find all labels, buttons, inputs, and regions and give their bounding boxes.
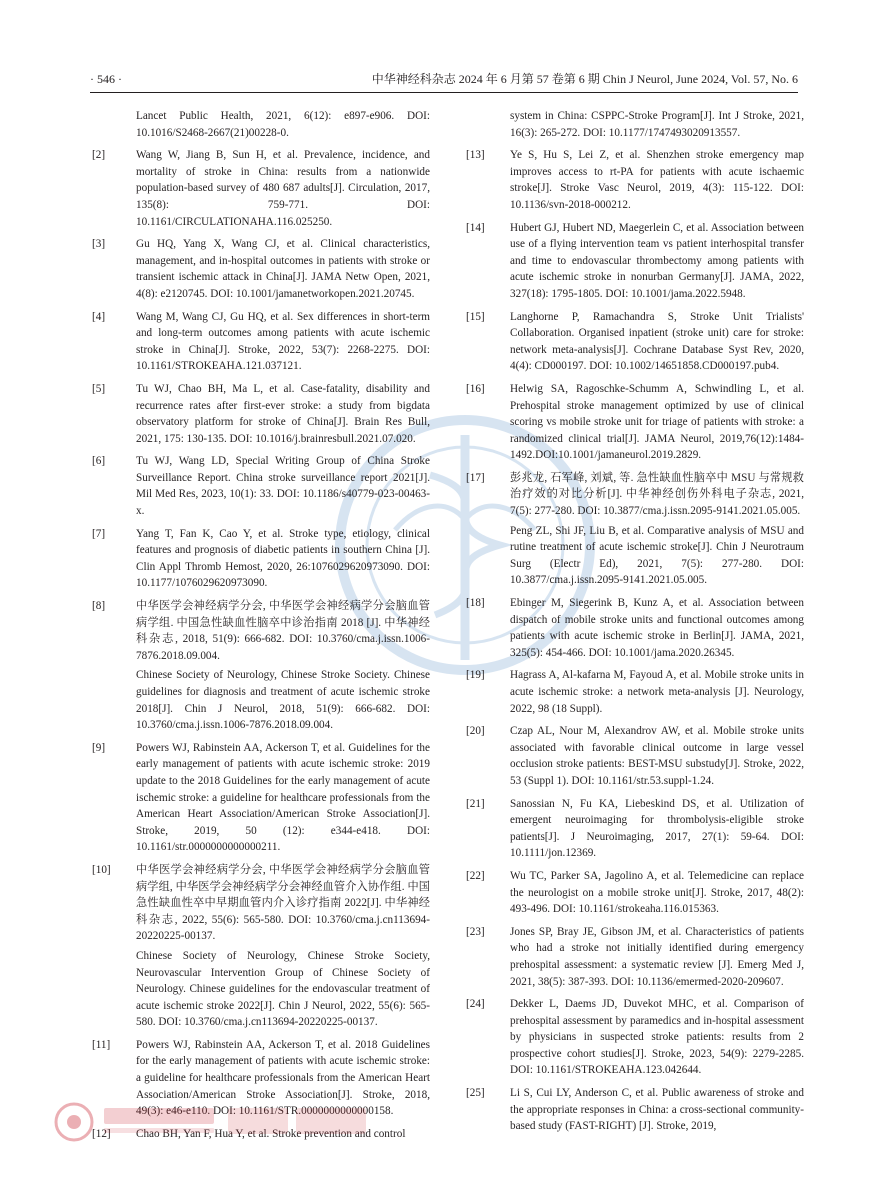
reference-5: [5] Tu WJ, Chao BH, Ma L, et al. Case-fatality, disability and recurrence rates after first-ever stroke: a study from bigdata observatory platform for stroke of China[J]. Brain Res Bull, 2021, 175: 130-135. DOI: 10.1016/j.brainresbull.2021.07.020.: [92, 382, 430, 445]
reference-9: [9] Powers WJ, Rabinstein AA, Ackerson T, et al. Guidelines for the early management of patients with acute ischemic stroke: 2019 update to the 2018 Guidelines for the early management of acute ischemic stroke: a guideline for healthcare professionals from the American Heart Association/American Stroke Association[J]. Stroke, 2019, 50 (12): e344-e418. DOI: 10.1161/str.0000000000000211.: [92, 741, 430, 854]
reference-11: [11] Powers WJ, Rabinstein AA, Ackerson T, et al. 2018 Guidelines for the early management of patients with acute ischemic stroke: a guideline for healthcare professionals from the American Heart Association/American Stroke Association[J]. Stroke, 2018, 49(3): e46-e110. DOI: 10.1161/STR.0000000000000158.: [92, 1038, 430, 1118]
reference-8: [8] 中华医学会神经病学分会, 中华医学会神经病学分会脑血管病学组. 中国急性缺血性脑卒中诊治指南 2018 [J]. 中华神经科杂志, 2018, 51(9): 666-682. DOI: 10.3760/cma.j.issn.1006-7876.2018.09.004. Chinese Society of Neurology, Chinese Stroke Society. Chinese guidelines for diagnosis and treatment of acute ischemic stroke 2018[J]. Chin J Neurol, 2018, 51(9): 666-682. DOI: 10.3760/cma.j.issn.1006-7876.2018.09.004.: [92, 600, 430, 732]
reference-23: [23] Jones SP, Bray JE, Gibson JM, et al. Characteristics of patients who had a stroke not initially identified during emergency prehospital assessment: a systematic review [J]. Emerg Med J, 2021, 38(5): 387-393. DOI: 10.1136/emermed-2020-209607.: [466, 925, 804, 988]
reference-2: [2] Wang W, Jiang B, Sun H, et al. Prevalence, incidence, and mortality of stroke in China: results from a nationwide population-based survey of 480 687 adults[J]. Circulation, 2017, 135(8): 759-771. DOI: 10.1161/CIRCULATIONAHA.116.025250.: [92, 149, 430, 228]
reference-7: [7] Yang T, Fan K, Cao Y, et al. Stroke type, etiology, clinical features and prognosis of diabetic patients in southern China [J]. Clin Appl Thromb Hemost, 2020, 26:1076029620973090. DOI: 10.1177/1076029620973090.: [92, 527, 430, 590]
reference-13: [13] Ye S, Hu S, Lei Z, et al. Shenzhen stroke emergency map improves access to rt-PA for patients with acute ischaemic stroke[J]. Stroke Vasc Neurol, 2019, 4(3): 115-122. DOI: 10.1136/svn-2018-000212.: [466, 149, 804, 211]
reference-24: [24] Dekker L, Daems JD, Duvekot MHC, et al. Comparison of prehospital assessment by paramedics and in-hospital assessment by physicians in suspected stroke patients: results from 2 prospective cohort studies[J]. Stroke, 2023, 54(9): 2279-2285. DOI: 10.1161/STROKEAHA.123.042644.: [466, 998, 804, 1077]
reference-3: [3] Gu HQ, Yang X, Wang CJ, et al. Clinical characteristics, management, and in-hospital outcomes in patients with stroke or transient ischemic attack in China[J]. JAMA Netw Open, 2021, 4(8): e2120745. DOI: 10.1001/jamanetworkopen.2021.20745.: [92, 238, 430, 300]
reference-20: [20] Czap AL, Nour M, Alexandrov AW, et al. Mobile stroke units associated with favorable clinical outcome in large vessel occlusion stroke patients: BEST-MSU substudy[J]. Stroke, 2022, 53 (Suppl 1). DOI: 10.1161/str.53.suppl-1.24.: [466, 725, 804, 787]
reference-17: [17] 彭兆龙, 石军峰, 刘斌, 等. 急性缺血性脑卒中 MSU 与常规救治疗效的对比分析[J]. 中华神经创伤外科电子杂志, 2021, 7(5): 277-280. DOI: 10.3877/cma.j.issn.2095-9141.2021.05.005. Peng ZL, Shi JF, Liu B, et al. Comparative analysis of MSU and rutine treatment of acute ischemic stroke[J]. Chin J Neurotraum Surg (Electr Ed), 2021, 7(5): 277-280. DOI: 10.3877/cma.j.issn.2095-9141.2021.05.005.: [466, 471, 804, 587]
reference-10: [10] 中华医学会神经病学分会, 中华医学会神经病学分会脑血管病学组, 中华医学会神经病学分会神经血管介入协作组. 中国急性缺血性卒中早期血管内介入诊疗指南 2022[J]. 中华神经科杂志, 2022, 55(6): 565-580. DOI: 10.3760/cma.j.cn113694-20220225-00137. Chinese Society of Neurology, Chinese Stroke Society, Neurovascular Intervention Group of Chinese Society of Neurology. Chinese guidelines for the endovascular treatment of acute ischemic stroke 2022[J]. Chin J Neurol, 2022, 55(6): 565-580. DOI: 10.3760/cma.j.cn113694-20220225-00137.: [92, 863, 430, 1029]
page-number: · 546 ·: [90, 72, 122, 86]
reference-4: [4] Wang M, Wang CJ, Gu HQ, et al. Sex differences in short-term and long-term outcomes among patients with acute ischemic stroke in China[J]. Stroke, 2022, 53(7): 2268-2275. DOI: 10.1161/STROKEAHA.121.037121.: [92, 310, 430, 373]
header-rule: [90, 92, 798, 93]
reference-22: [22] Wu TC, Parker SA, Jagolino A, et al. Telemedicine can replace the neurologist on a mobile stroke unit[J]. Stroke, 2017, 48(2): 493-496. DOI: 10.1161/strokeaha.116.015363.: [466, 869, 804, 916]
journal-citation-line: 中华神经科杂志 2024 年 6 月第 57 卷第 6 期 Chin J Neurol, June 2024, Vol. 57, No. 6: [371, 72, 798, 86]
reference-21: [21] Sanossian N, Fu KA, Liebeskind DS, et al. Utilization of emergent neuroimaging for thrombolysis-eligible stroke patients[J]. J Neuroimaging, 2017, 27(1): 59-64. DOI: 10.1111/jon.12369.: [466, 797, 804, 860]
running-header: [90, 70, 798, 88]
right-column: [466, 108, 804, 1141]
reference-continuation: system in China: CSPPC-Stroke Program[J]. Int J Stroke, 2021, 16(3): 265-272. DOI: 10.1177/1747493020913557.: [510, 110, 804, 139]
reference-15: [15] Langhorne P, Ramachandra S, Stroke Unit Trialists' Collaboration. Organised inpatient (stroke unit) care for stroke: network meta-analysis[J]. Cochrane Database Syst Rev, 2020, 4(4): CD000197. DOI: 10.1002/14651858.CD000197.pub4.: [466, 310, 804, 373]
reference-25: [25] Li S, Cui LY, Anderson C, et al. Public awareness of stroke and the appropriate responses in China: a cross-sectional community-based study (FAST-RIGHT) [J]. Stroke, 2019,: [466, 1087, 804, 1133]
reference-continuation: Lancet Public Health, 2021, 6(12): e897-e906. DOI: 10.1016/S2468-2667(21)00228-0.: [136, 110, 430, 139]
reference-6: [6] Tu WJ, Wang LD, Special Writing Group of China Stroke Surveillance Report. China stroke surveillance report 2021[J]. Mil Med Res, 2023, 10(1): 33. DOI: 10.1186/s40779-023-00463-x.: [92, 455, 430, 518]
reference-14: [14] Hubert GJ, Hubert ND, Maegerlein C, et al. Association between use of a flying intervention team vs patient interhospital transfer and time to endovascular thrombectomy among patients with acute ischemic stroke in nonurban Germany[J]. JAMA, 2022, 327(18): 1795-1805. DOI: 10.1001/jama.2022.5948.: [466, 221, 804, 300]
reference-16: [16] Helwig SA, Ragoschke-Schumm A, Schwindling L, et al. Prehospital stroke management optimized by use of clinical scoring vs mobile stroke unit for triage of patients with stroke: a randomized clinical trial[J]. JAMA Neurol, 2019,76(12):1484-1492.DOI:10.1001/jamaneurol.2019.2829.: [466, 382, 804, 462]
left-column: [92, 108, 430, 1148]
reference-18: [18] Ebinger M, Siegerink B, Kunz A, et al. Association between dispatch of mobile stroke units and functional outcomes among patients with acute ischemic stroke in Berlin[J]. JAMA, 2021, 325(5): 454-466. DOI: 10.1001/jama.2020.26345.: [466, 597, 804, 659]
reference-12: [12] Chao BH, Yan F, Hua Y, et al. Stroke prevention and control: [92, 1127, 406, 1140]
reference-19: [19] Hagrass A, Al-kafarna M, Fayoud A, et al. Mobile stroke units in acute ischemic stroke: a network meta-analysis [J]. Neurology, 2022, 98 (18 Suppl).: [466, 669, 804, 715]
publisher-logo-icon: [50, 1098, 380, 1146]
